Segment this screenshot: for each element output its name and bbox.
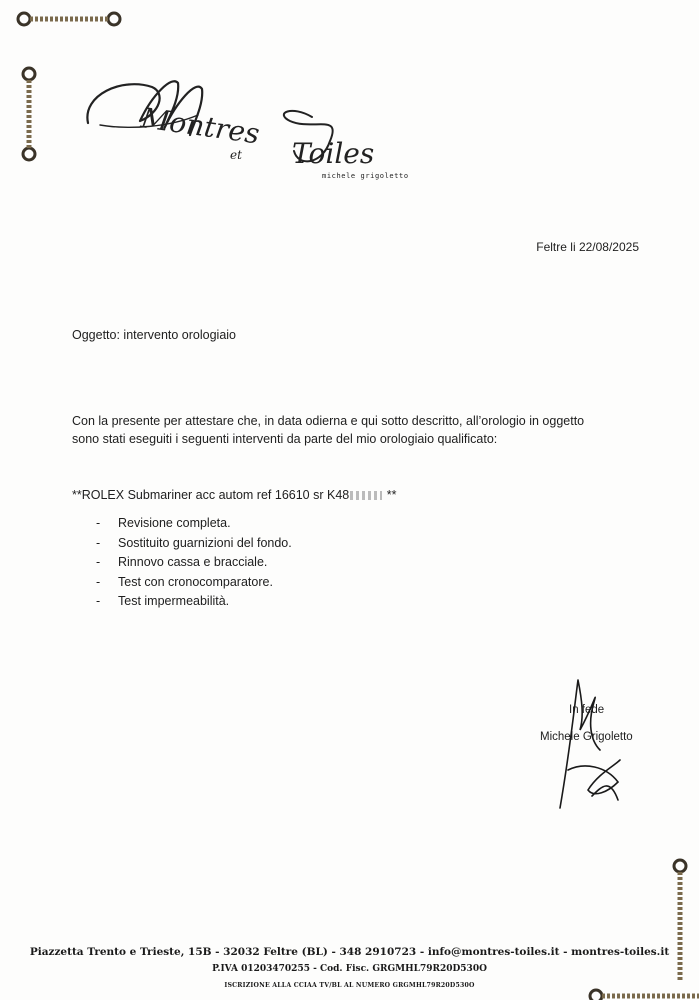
intervention-text: Revisione completa. <box>118 516 231 530</box>
bullet-dash: - <box>96 574 101 589</box>
logo-word-2: Toiles <box>292 137 375 170</box>
intervention-text: Sostituito guarnizioni del fondo. <box>118 535 292 550</box>
intervention-text: Test impermeabilità. <box>118 594 230 608</box>
footer-registration: ISCRIZIONE ALLA CCIAA TV/BL AL NUMERO GRGMHL79R20D530O <box>224 982 475 989</box>
rope-decoration-left <box>18 64 40 164</box>
closing-text: In fede <box>569 704 605 716</box>
intro-line-2: sono stati eseguiti i seguenti interventi da parte del mio orologiaio qualificato: <box>72 432 498 446</box>
logo-owner-name: michele grigoletto <box>322 172 409 180</box>
rope-decoration-top-left <box>14 8 124 30</box>
list-item <box>96 575 292 595</box>
bullet-dash: - <box>96 594 101 608</box>
letter-intro <box>72 412 642 448</box>
bullet-dash: - <box>96 555 101 569</box>
letter-subject: Oggetto: intervento orologiaio <box>72 328 236 342</box>
watch-prefix: **ROLEX Submariner acc autom ref 16610 sr K48 <box>72 488 350 502</box>
logo-connector: et <box>230 148 242 162</box>
logo-word-1: Montres <box>139 101 262 151</box>
signer-name: Michele Grigoletto <box>540 731 633 743</box>
intervention-text: Test con cronocomparatore. <box>118 574 273 589</box>
handwritten-signature <box>548 670 638 815</box>
list-item <box>96 516 292 536</box>
place-date: Feltre li 22/08/2025 <box>536 240 639 254</box>
montres-et-toiles-logo <box>80 55 420 190</box>
footer-address: Piazzetta Trento e Trieste, 15B - 32032 Feltre (BL) - 348 2910723 - info@montres-toiles.it - montres-toiles.it <box>29 946 670 958</box>
interventions-list <box>96 516 292 614</box>
list-item <box>96 536 292 556</box>
watch-description <box>72 488 396 502</box>
footer-vat: P.IVA 01203470255 - Cod. Fisc. GRGMHL79R20D530O <box>212 964 487 974</box>
watch-suffix: ** <box>383 488 397 502</box>
redacted-serial <box>350 491 382 500</box>
intervention-text: Rinnovo cassa e bracciale. <box>118 555 268 569</box>
list-item <box>96 555 292 575</box>
bullet-dash: - <box>96 535 101 550</box>
bullet-dash: - <box>96 516 101 530</box>
list-item <box>96 594 292 614</box>
intro-line-1: Con la presente per attestare che, in data odierna e qui sotto descritto, all’orologio in oggetto <box>72 414 585 428</box>
